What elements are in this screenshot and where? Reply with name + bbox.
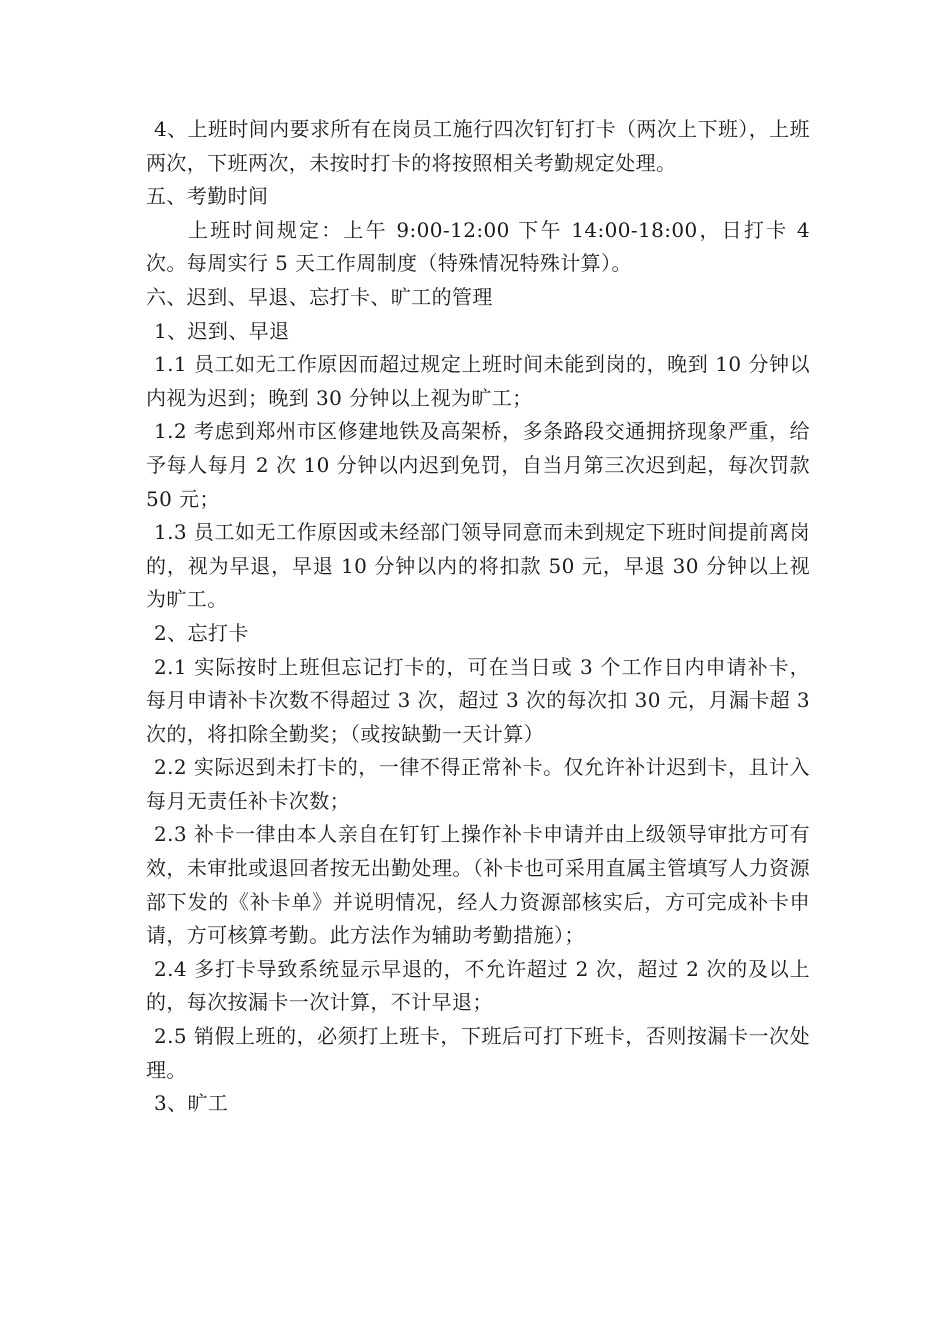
subheading-absenteeism: 3、旷工 bbox=[154, 1091, 229, 1116]
clause-1-1: 1.1 员工如无工作原因而超过规定上班时间未能到岗的，晚到 10 分钟以内视为迟到；晚到 30 分钟以上视为旷工； bbox=[146, 352, 810, 410]
clause-2-2: 2.2 实际迟到未打卡的，一律不得正常补卡。仅允许补计迟到卡，且计入每月无责任补卡次数； bbox=[146, 755, 810, 813]
clause-1-2: 1.2 考虑到郑州市区修建地铁及高架桥，多条路段交通拥挤现象严重，给予每人每月 2 次 10 分钟以内迟到免罚，自当月第三次迟到起，每次罚款 50 元； bbox=[146, 419, 810, 511]
paragraph-item-4-checkin: 4、上班时间内要求所有在岗员工施行四次钉钉打卡（两次上下班），上班两次，下班两次，未按时打卡的将按照相关考勤规定处理。 bbox=[146, 117, 810, 175]
section-heading-late-management: 六、迟到、早退、忘打卡、旷工的管理 bbox=[146, 284, 493, 309]
subheading-missed-checkin: 2、忘打卡 bbox=[154, 620, 249, 645]
document-body bbox=[146, 113, 810, 1121]
clause-2-3: 2.3 补卡一律由本人亲自在钉钉上操作补卡申请并由上级领导审批方可有效，未审批或退回者按无出勤处理。（补卡也可采用直属主管填写人力资源部下发的《补卡单》并说明情况，经人力资源部核实后，方可完成补卡申请，方可核算考勤。此方法作为辅助考勤措施）； bbox=[146, 822, 810, 948]
paragraph-work-hours: 上班时间规定：上午 9:00-12:00 下午 14:00-18:00，日打卡 4次。每周实行 5 天工作周制度（特殊情况特殊计算）。 bbox=[146, 217, 810, 276]
clause-1-3: 1.3 员工如无工作原因或未经部门领导同意而未到规定下班时间提前离岗的，视为早退，早退 10 分钟以内的将扣款 50 元，早退 30 分钟以上视为旷工。 bbox=[146, 520, 810, 612]
clause-2-1: 2.1 实际按时上班但忘记打卡的，可在当日或 3 个工作日内申请补卡，每月申请补卡次数不得超过 3 次，超过 3 次的每次扣 30 元，月漏卡超 3 次的，将扣除全勤奖；（或按缺勤一天计算） bbox=[146, 654, 810, 746]
subheading-late-early: 1、迟到、早退 bbox=[154, 318, 290, 343]
clause-2-5: 2.5 销假上班的，必须打上班卡，下班后可打下班卡，否则按漏卡一次处理。 bbox=[146, 1024, 810, 1082]
section-heading-attendance-time: 五、考勤时间 bbox=[146, 184, 269, 209]
clause-2-4: 2.4 多打卡导致系统显示早退的，不允许超过 2 次，超过 2 次的及以上的，每次按漏卡一次计算，不计早退； bbox=[146, 956, 810, 1015]
